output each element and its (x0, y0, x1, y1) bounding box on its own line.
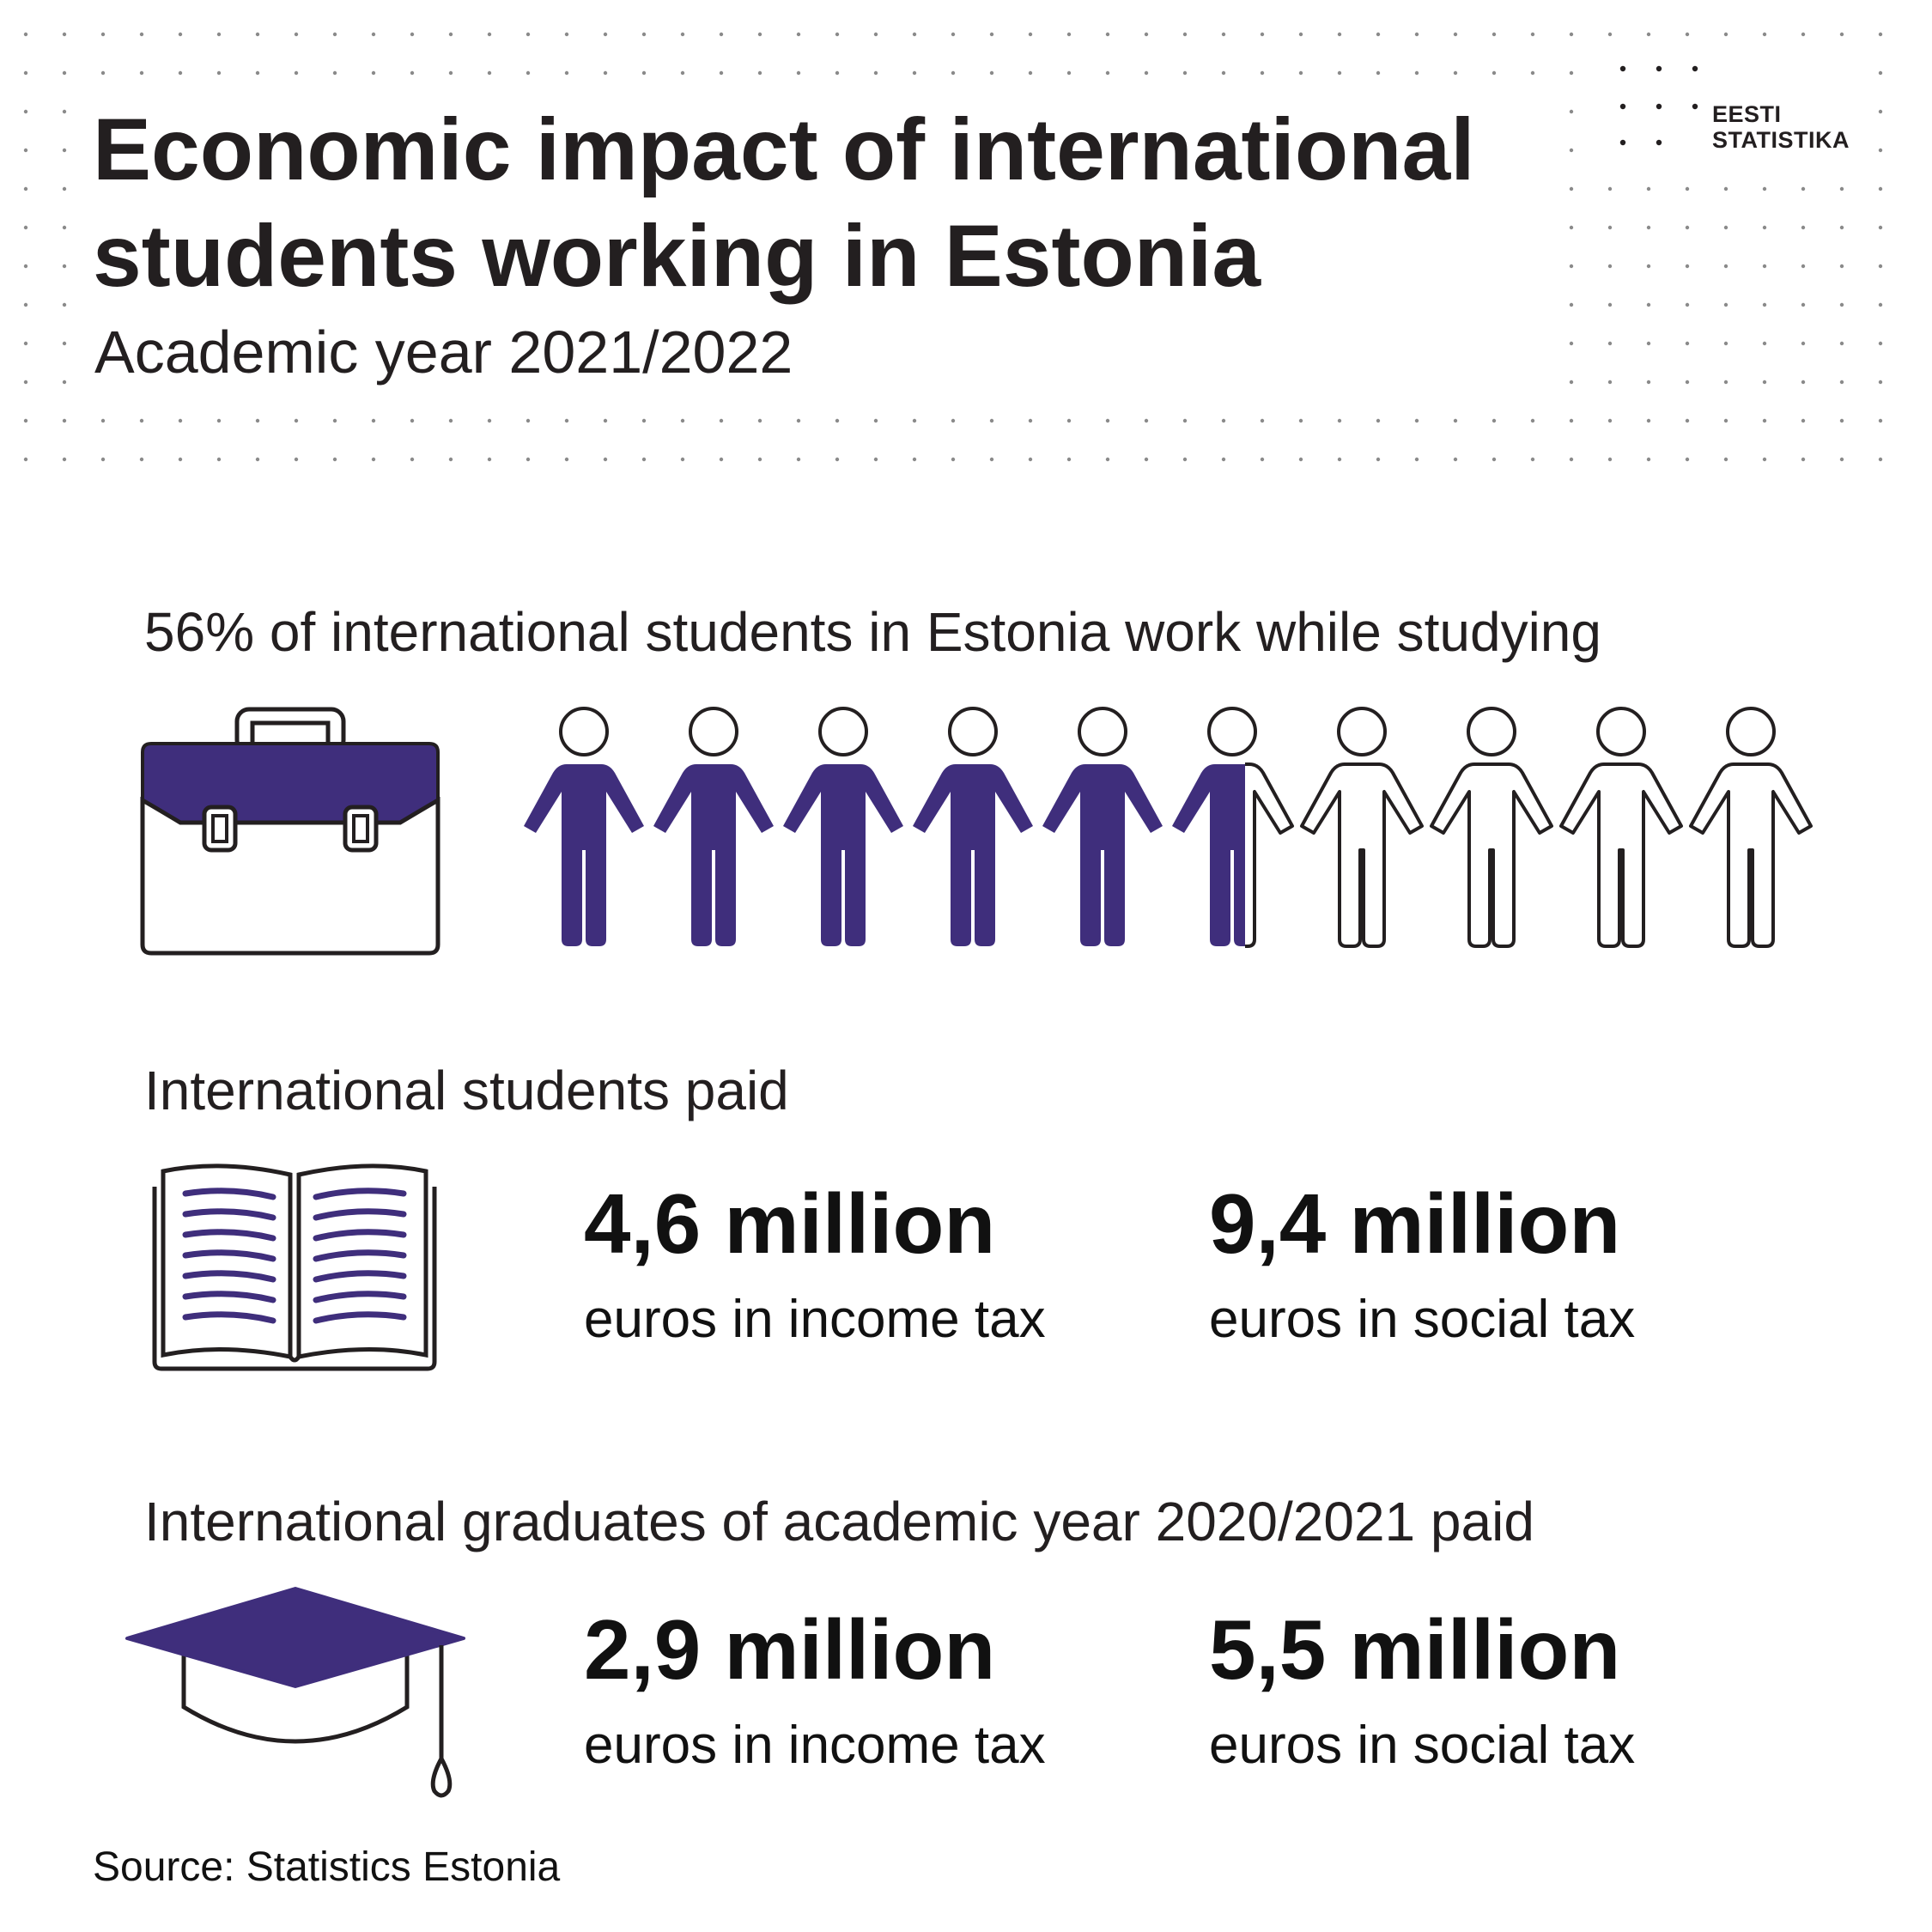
students-income-tax-value: 4,6 million (584, 1176, 996, 1271)
graduates-social-tax-caption: euros in social tax (1209, 1716, 1636, 1775)
students-social-tax-caption: euros in social tax (1209, 1290, 1636, 1349)
students-social-tax-value: 9,4 million (1209, 1176, 1621, 1271)
person-icon (524, 708, 644, 946)
person-icon (1431, 708, 1552, 946)
graduates-social-tax-value: 5,5 million (1209, 1602, 1621, 1697)
graduates-paid-label: International graduates of academic year 2020/2021 paid (144, 1491, 1534, 1552)
people-pictogram (515, 704, 1820, 962)
title-line-1: Economic impact of international (93, 100, 1475, 198)
open-book-icon (144, 1161, 445, 1372)
page-subtitle: Academic year 2021/2022 (94, 319, 793, 386)
title-line-2: students working in Estonia (93, 207, 1261, 305)
work-share-label: 56% of international students in Estonia work while studying (144, 601, 1601, 663)
person-icon (653, 708, 774, 946)
person-icon (1302, 708, 1422, 946)
briefcase-icon (143, 706, 438, 955)
graduation-cap-icon (124, 1587, 467, 1810)
page-title (93, 96, 1552, 309)
person-icon (1042, 708, 1163, 946)
person-icon (1691, 708, 1811, 946)
source-note: Source: Statistics Estonia (93, 1844, 561, 1890)
eesti-statistika-logo (1712, 101, 1850, 153)
students-income-tax-caption: euros in income tax (584, 1290, 1046, 1349)
logo-line-1: EESTI (1712, 101, 1782, 127)
graduates-income-tax-value: 2,9 million (584, 1602, 996, 1697)
person-icon (1172, 708, 1292, 946)
person-icon (1561, 708, 1681, 946)
graduates-income-tax-caption: euros in income tax (584, 1716, 1046, 1775)
person-icon (913, 708, 1033, 946)
students-paid-label: International students paid (144, 1060, 789, 1121)
logo-line-2: STATISTIKA (1712, 127, 1850, 153)
person-icon (783, 708, 903, 946)
